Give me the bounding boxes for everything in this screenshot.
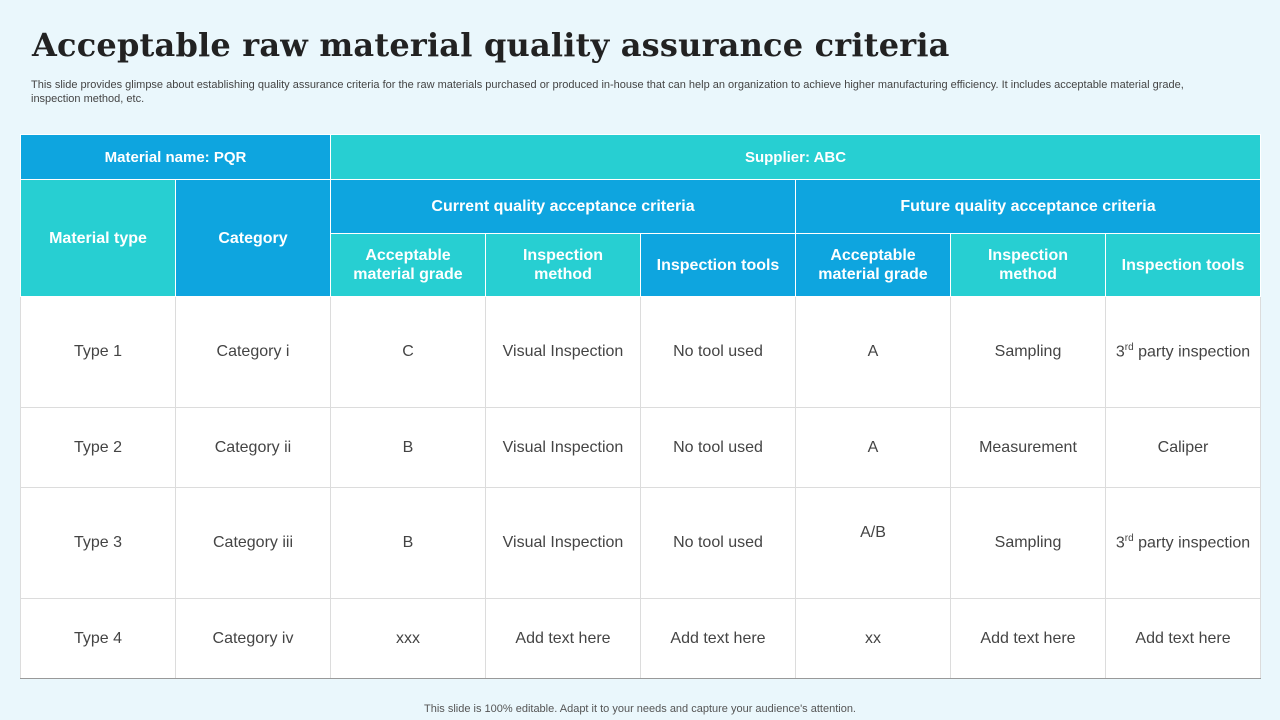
material-type-cell: Type 1: [21, 297, 176, 408]
category-cell: Category iii: [176, 488, 331, 599]
future-tools-cell: [1106, 297, 1261, 408]
current-grade-cell: xxx: [331, 599, 486, 679]
future-tools-cell: [1106, 488, 1261, 599]
table-row: [21, 297, 1261, 408]
current-method-cell: Visual Inspection: [486, 408, 641, 488]
current-tools-cell: No tool used: [641, 297, 796, 408]
page-title: Acceptable raw material quality assurance criteria: [32, 26, 950, 64]
future-tools-number: 3: [1115, 343, 1125, 361]
table-row: [21, 408, 1261, 488]
material-name-header: Material name: PQR: [21, 135, 331, 180]
category-cell: Category i: [176, 297, 331, 408]
current-grade-cell: B: [331, 488, 486, 599]
current-method-header: Inspection method: [486, 234, 641, 297]
current-grade-cell: C: [331, 297, 486, 408]
future-method-cell: Add text here: [951, 599, 1106, 679]
current-grade-cell: B: [331, 408, 486, 488]
future-method-cell: Sampling: [951, 488, 1106, 599]
current-tools-header: Inspection tools: [641, 234, 796, 297]
table-row: [21, 488, 1261, 599]
table-row: [21, 599, 1261, 679]
future-tools-text: party inspection: [1133, 534, 1251, 552]
category-header: Category: [176, 180, 331, 297]
quality-criteria-table: [20, 134, 1261, 679]
future-grade-cell: xx: [796, 599, 951, 679]
future-tools-cell: Caliper: [1106, 408, 1261, 488]
future-grade-header: Acceptable material grade: [796, 234, 951, 297]
future-tools-cell: Add text here: [1106, 599, 1261, 679]
future-grade-cell: A: [796, 408, 951, 488]
future-criteria-header: Future quality acceptance criteria: [796, 180, 1261, 234]
current-method-cell: Visual Inspection: [486, 488, 641, 599]
footer-note: This slide is 100% editable. Adapt it to your needs and capture your audience's attention.: [424, 703, 856, 715]
future-method-cell: Sampling: [951, 297, 1106, 408]
page-subtitle: This slide provides glimpse about establishing quality assurance criteria for the raw materials purchased or produced in-house that can help an organization to achieve higher manufacturing efficiency. It includes acceptable material grade, inspection method, etc.: [31, 79, 1184, 105]
future-tools-header: Inspection tools: [1106, 234, 1261, 297]
current-tools-cell: Add text here: [641, 599, 796, 679]
future-tools-ordinal: rd: [1124, 342, 1134, 354]
current-criteria-header: Current quality acceptance criteria: [331, 180, 796, 234]
category-cell: Category iv: [176, 599, 331, 679]
future-tools-ordinal: rd: [1124, 533, 1134, 545]
category-cell: Category ii: [176, 408, 331, 488]
current-method-cell: Add text here: [486, 599, 641, 679]
current-grade-header: Acceptable material grade: [331, 234, 486, 297]
future-grade-cell: A: [796, 297, 951, 408]
supplier-header: Supplier: ABC: [331, 135, 1261, 180]
future-tools-number: 3: [1115, 534, 1125, 552]
current-tools-cell: No tool used: [641, 408, 796, 488]
current-method-cell: Visual Inspection: [486, 297, 641, 408]
current-tools-cell: No tool used: [641, 488, 796, 599]
future-method-cell: Measurement: [951, 408, 1106, 488]
material-type-cell: Type 4: [21, 599, 176, 679]
material-type-header: Material type: [21, 180, 176, 297]
future-grade-cell: A/B: [796, 488, 951, 599]
future-method-header: Inspection method: [951, 234, 1106, 297]
material-type-cell: Type 2: [21, 408, 176, 488]
future-tools-text: party inspection: [1133, 343, 1251, 361]
material-type-cell: Type 3: [21, 488, 176, 599]
